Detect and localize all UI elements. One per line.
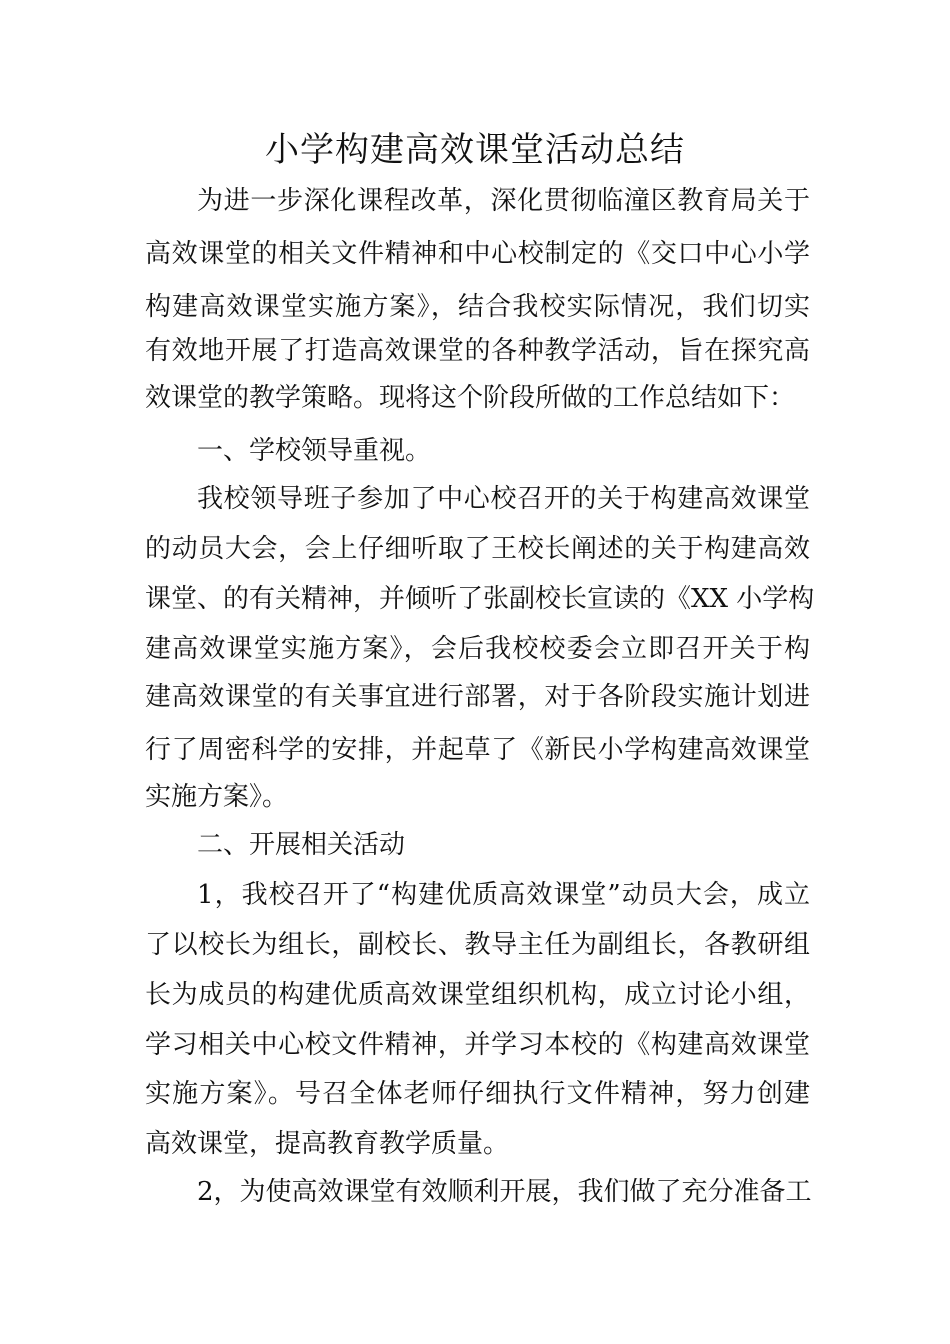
text-line: 2，为使高效课堂有效顺利开展，我们做了充分准备工 xyxy=(197,1177,812,1207)
text-line: 高效课堂，提高教育教学质量。 xyxy=(145,1129,510,1159)
text-line: 实施方案》。 xyxy=(145,782,289,812)
document-title: 小学构建高效课堂活动总结 xyxy=(265,130,685,170)
text-line: 效课堂的教学策略。现将这个阶段所做的工作总结如下： xyxy=(145,383,796,413)
text-line: 有效地开展了打造高效课堂的各种教学活动，旨在探究高 xyxy=(145,336,810,366)
section-heading: 二、开展相关活动 xyxy=(197,830,406,860)
text-line: 为进一步深化课程改革，深化贯彻临潼区教育局关于 xyxy=(197,186,810,216)
text-line: 高效课堂的相关文件精神和中心校制定的《交口中心小学 xyxy=(145,239,810,269)
text-line: 课堂、的有关精神，并倾听了张副校长宣读的《XX 小学构 xyxy=(145,584,815,614)
text-line: 的动员大会，会上仔细听取了王校长阐述的关于构建高效 xyxy=(145,534,810,564)
text-line: 了以校长为组长，副校长、教导主任为副组长，各教研组 xyxy=(145,930,810,960)
text-line: 建高效课堂的有关事宜进行部署，对于各阶段实施计划进 xyxy=(145,682,810,712)
text-line: 实施方案》。号召全体老师仔细执行文件精神，努力创建 xyxy=(145,1079,810,1109)
text-line: 学习相关中心校文件精神，并学习本校的《构建高效课堂 xyxy=(145,1030,810,1060)
section-heading: 一、学校领导重视。 xyxy=(197,436,432,466)
text-line: 行了周密科学的安排，并起草了《新民小学构建高效课堂 xyxy=(145,735,810,765)
text-line: 1，我校召开了“构建优质高效课堂”动员大会，成立 xyxy=(197,880,810,910)
text-line: 构建高效课堂实施方案》，结合我校实际情况，我们切实 xyxy=(145,292,810,322)
text-line: 我校领导班子参加了中心校召开的关于构建高效课堂 xyxy=(197,484,810,514)
text-line: 长为成员的构建优质高效课堂组织机构，成立讨论小组， xyxy=(145,980,810,1010)
text-line: 建高效课堂实施方案》，会后我校校委会立即召开关于构 xyxy=(145,634,810,664)
